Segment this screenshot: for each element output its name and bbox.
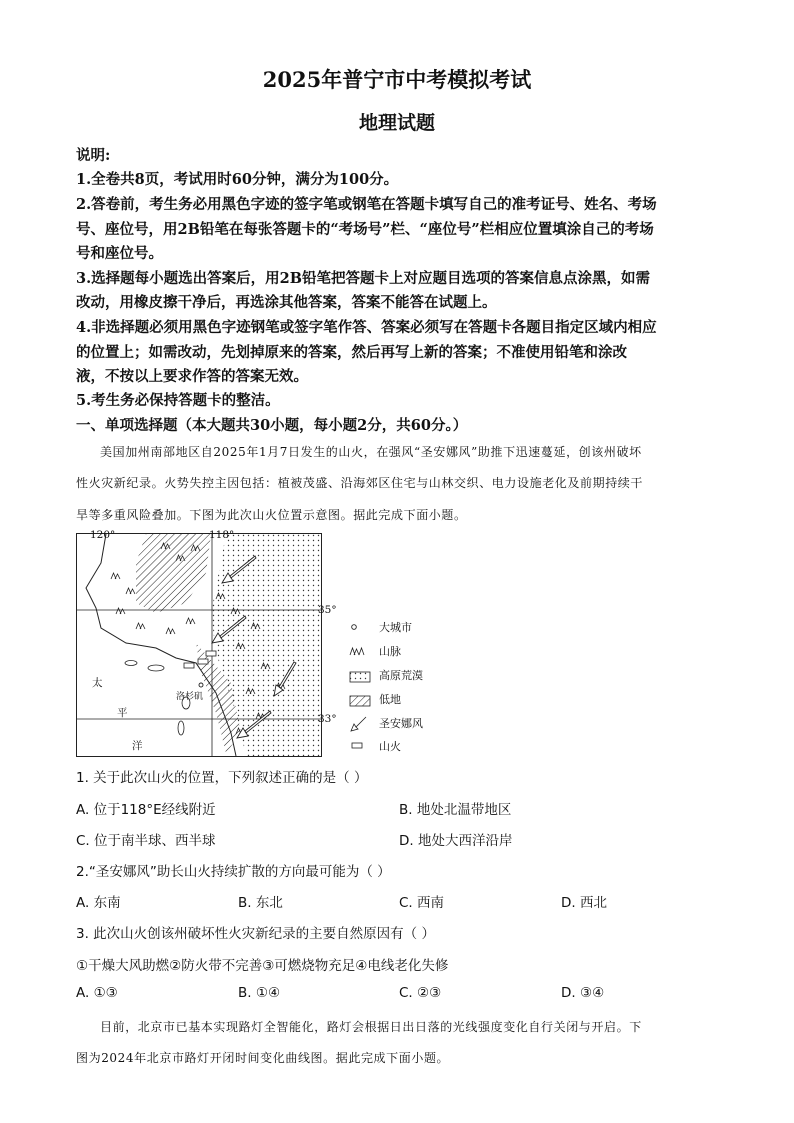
option-b[interactable]: B. 地处北温带地区	[399, 802, 512, 818]
option-a[interactable]: A. 位于118°E经线附近	[76, 802, 216, 818]
legend-fire-label: 山火	[379, 740, 401, 753]
city-marker	[199, 683, 203, 687]
ocean-label: 平	[117, 707, 128, 719]
option-d[interactable]: D. 西北	[561, 895, 607, 911]
instruction-line: 2.答卷前，考生务必用黑色字迹的签字笔或钢笔在答题卡填写自己的准考证号、姓名、考场	[76, 196, 657, 213]
passage-line: 性火灾新纪录。火势失控主因包括：植被茂盛、沿海郊区住宅与山林交织、电力设施老化及前期持续干	[76, 476, 644, 490]
lat-label: 35°	[318, 604, 337, 616]
instruction-line: 4.非选择题必须用黑色字迹钢笔或签字笔作答、答案必须写在答题卡各题目指定区域内相应	[76, 319, 657, 336]
passage-line: 图为2024年北京市路灯开闭时间变化曲线图。据此完成下面小题。	[76, 1051, 450, 1065]
legend-mountain-label: 山脉	[379, 645, 401, 658]
legend-desert-label: 高原荒漠	[379, 669, 423, 682]
instructions-heading: 说明:	[76, 147, 111, 164]
option-b[interactable]: B. ①④	[238, 985, 281, 1001]
question-stem: 2.“圣安娜风”助长山火持续扩散的方向最可能为（ ）	[76, 864, 391, 880]
option-a[interactable]: A. ①③	[76, 985, 118, 1001]
lat-label: 33°	[318, 713, 337, 725]
instruction-line: 5.考生务必保持答题卡的整洁。	[76, 392, 280, 409]
question-sub-items: ①干燥大风助燃②防火带不完善③可燃烧物充足④电线老化失修	[76, 958, 449, 974]
option-c[interactable]: C. 西南	[399, 895, 445, 911]
option-c[interactable]: C. ②③	[399, 985, 442, 1001]
passage-line: 美国加州南部地区自2025年1月7日发生的山火，在强风“圣安娜风”助推下迅速蔓延，创该州破坏	[100, 445, 642, 459]
instruction-line: 改动，用橡皮擦干净后，再选涂其他答案，答案不能答在试题上。	[76, 294, 497, 311]
section-heading: 一、单项选择题（本大题共30小题，每小题2分，共60分。）	[76, 417, 468, 434]
passage-line: 目前，北京市已基本实现路灯全智能化，路灯会根据日出日落的光线强度变化自行关闭与开启。下	[100, 1020, 642, 1034]
legend-wind-label: 圣安娜风	[379, 717, 423, 730]
city-label: 洛杉矶	[176, 692, 204, 702]
instruction-line: 号、座位号，用2B铅笔在每张答题卡的“考场号”栏、“座位号”栏相应位置填涂自己的考场	[76, 221, 654, 238]
exam-subtitle: 地理试题	[358, 112, 435, 134]
legend-lowland-label: 低地	[379, 693, 401, 706]
instruction-line: 的位置上；如需改动，先划掉原来的答案，然后再写上新的答案；不准使用铅笔和涂改	[76, 344, 627, 361]
option-b[interactable]: B. 东北	[238, 895, 283, 911]
instruction-line: 3.选择题每小题选出答案后，用2B铅笔把答题卡上对应题目选项的答案信息点涂黑，如需	[76, 270, 650, 287]
option-d[interactable]: D. 地处大西洋沿岸	[399, 833, 513, 849]
passage-line: 旱等多重风险叠加。下图为此次山火位置示意图。据此完成下面小题。	[76, 508, 467, 522]
ocean-label: 太	[92, 677, 103, 689]
wildfire-location-map	[76, 533, 322, 757]
instruction-line: 液，不按以上要求作答的答案无效。	[76, 368, 308, 385]
option-a[interactable]: A. 东南	[76, 895, 121, 911]
ocean-label: 洋	[132, 740, 143, 752]
legend-icons	[348, 621, 372, 756]
instruction-line: 号和座位号。	[76, 245, 163, 262]
lon-label: 120°	[90, 529, 116, 541]
legend-city-label: 大城市	[379, 621, 412, 634]
lon-label: 118°	[209, 529, 235, 541]
option-d[interactable]: D. ③④	[561, 985, 605, 1001]
instruction-line: 1.全卷共8页，考试用时60分钟，满分为100分。	[76, 171, 399, 188]
exam-title: 2025年普宁市中考模拟考试	[262, 67, 532, 92]
question-stem: 3. 此次山火创该州破坏性火灾新纪录的主要自然原因有（ ）	[76, 926, 435, 942]
question-stem: 1. 关于此次山火的位置，下列叙述正确的是（ ）	[76, 770, 368, 786]
option-c[interactable]: C. 位于南半球、西半球	[76, 833, 216, 849]
map-legend	[344, 617, 434, 757]
